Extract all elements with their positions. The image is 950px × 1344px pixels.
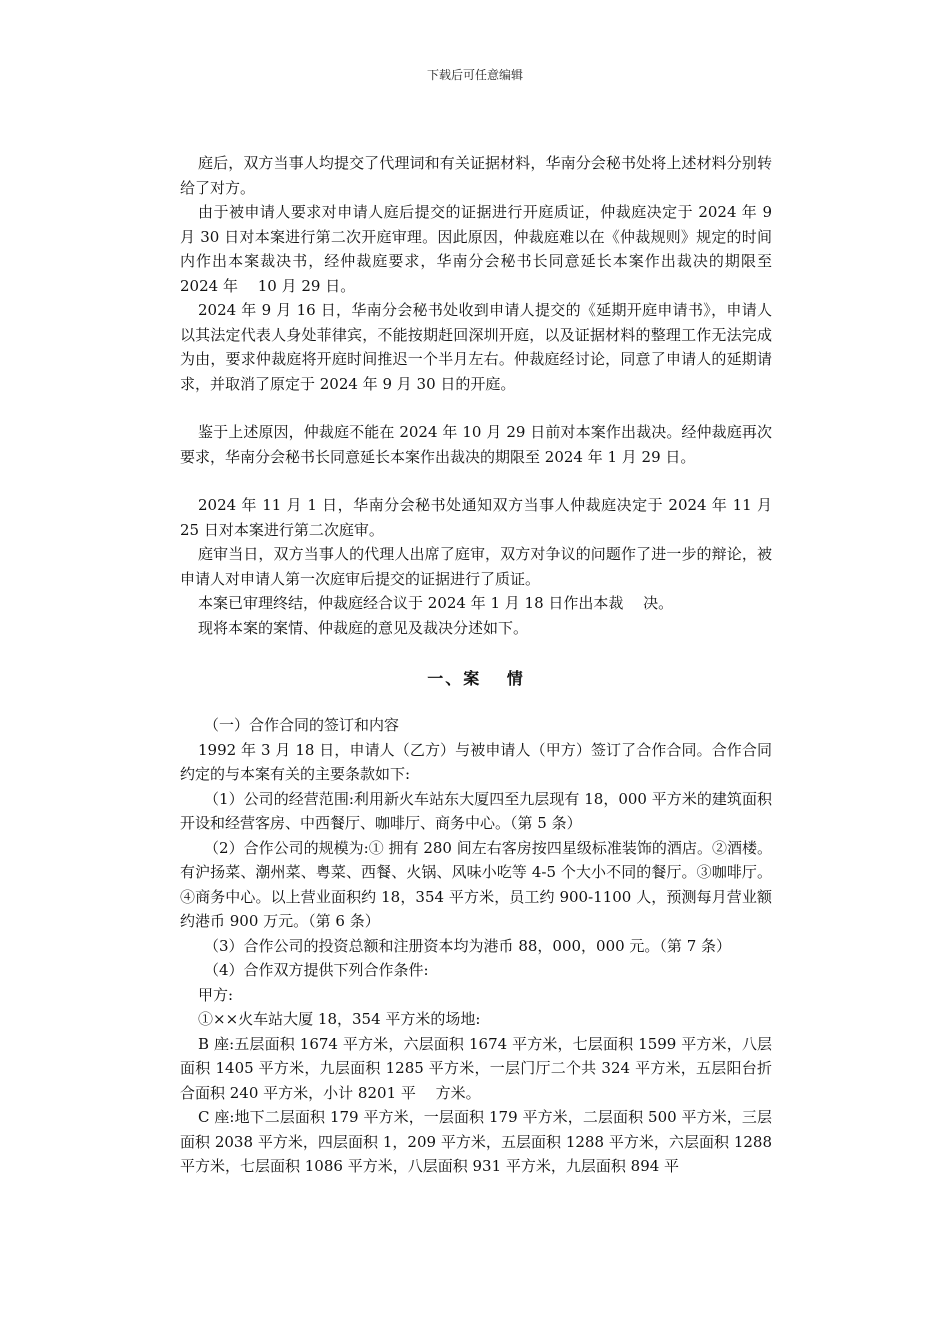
paragraph: 1992 年 3 月 18 日，申请人（乙方）与被申请人（甲方）签订了合作合同。合作合同约定的与本案有关的主要条款如下: — [180, 740, 772, 783]
paragraph: 庭后，双方当事人均提交了代理词和有关证据材料，华南分会秘书处将上述材料分别转给了对方。 — [180, 154, 772, 197]
paragraph: 现将本案的案情、仲裁庭的意见及裁决分述如下。 — [198, 618, 529, 637]
paragraph: 2024 年 9 月 16 日，华南分会秘书处收到申请人提交的《延期开庭申请书》，申请人以其法定代表人身处菲律宾，不能按期赶回深圳开庭，以及证据材料的整理工作无法完成为由，要求仲裁庭将开庭时间推迟一个半月左右。仲裁庭经讨论，同意了申请人的延期请求，并取消了原定于 2024 年 9 月 30 日的开庭。 — [180, 301, 772, 393]
clause-item: （1）公司的经营范围:利用新火车站东大厦四至九层现有 18，000 平方米的建筑面积开设和经营客房、中西餐厅、咖啡厅、商务中心。（第 5 条） — [180, 789, 772, 832]
paragraph: 鉴于上述原因，仲裁庭不能在 2024 年 10 月 29 日前对本案作出裁决。经仲裁庭再次要求，华南分会秘书长同意延长本案作出裁决的期限至 2024 年 1 月 29 日。 — [180, 423, 772, 466]
paragraph: 由于被申请人要求对申请人庭后提交的证据进行开庭质证，仲裁庭决定于 2024 年 9 月 30 日对本案进行第二次开庭审理。因此原因，仲裁庭难以在《仲裁规则》规定的时间内作出本案裁决书，经仲裁庭要求，华南分会秘书长同意延长本案作出裁决的期限至 2024 年 10 月 29 日。 — [180, 203, 772, 295]
document-body — [180, 151, 772, 1179]
clause-item: （2）合作公司的规模为:① 拥有 280 间左右客房按四星级标准装饰的酒店。②酒楼。有沪扬菜、潮州菜、粤菜、西餐、火锅、风味小吃等 4-5 个大小不同的餐厅。③咖啡厅。④商务中心。以上营业面积约 18，354 平方米，员工约 900-1100 人，预测每月营业额约港币 900 万元。（第 6 条） — [180, 838, 772, 930]
subsection-heading: （一）合作合同的签订和内容 — [204, 716, 400, 734]
list-item: ①××火车站大厦 18，354 平方米的场地: — [198, 1010, 481, 1028]
page-header-note: 下载后可任意编辑 — [426, 68, 523, 82]
party-label: 甲方: — [198, 985, 234, 1004]
section-title: 一、案 情 — [427, 669, 525, 688]
clause-item: （3）合作公司的投资总额和注册资本均为港币 88，000，000 元。（第 7 条） — [204, 936, 732, 955]
paragraph: 2024 年 11 月 1 日，华南分会秘书处通知双方当事人仲裁庭决定于 2024 年 11 月 25 日对本案进行第二次庭审。 — [180, 496, 772, 539]
clause-item: （4）合作双方提供下列合作条件: — [204, 961, 429, 979]
paragraph: C 座:地下二层面积 179 平方米，一层面积 179 平方米，二层面积 500 平方米，三层面积 2038 平方米，四层面积 1，209 平方米，五层面积 1288 平方米，六层面积 1288 平方米，七层面积 1086 平方米，八层面积 931 平方米，九层面积 894 平 — [180, 1108, 772, 1175]
paragraph: 本案已审理终结，仲裁庭经合议于 2024 年 1 月 18 日作出本裁 决。 — [198, 594, 674, 612]
paragraph: 庭审当日，双方当事人的代理人出席了庭审，双方对争议的问题作了进一步的辩论，被申请人对申请人第一次庭审后提交的证据进行了质证。 — [180, 545, 772, 588]
paragraph: B 座:五层面积 1674 平方米，六层面积 1674 平方米，七层面积 1599 平方米，八层面积 1405 平方米，九层面积 1285 平方米，一层门厅二个共 324 平方米，五层阳台折合面积 240 平方米，小计 8201 平 方米。 — [180, 1034, 772, 1102]
